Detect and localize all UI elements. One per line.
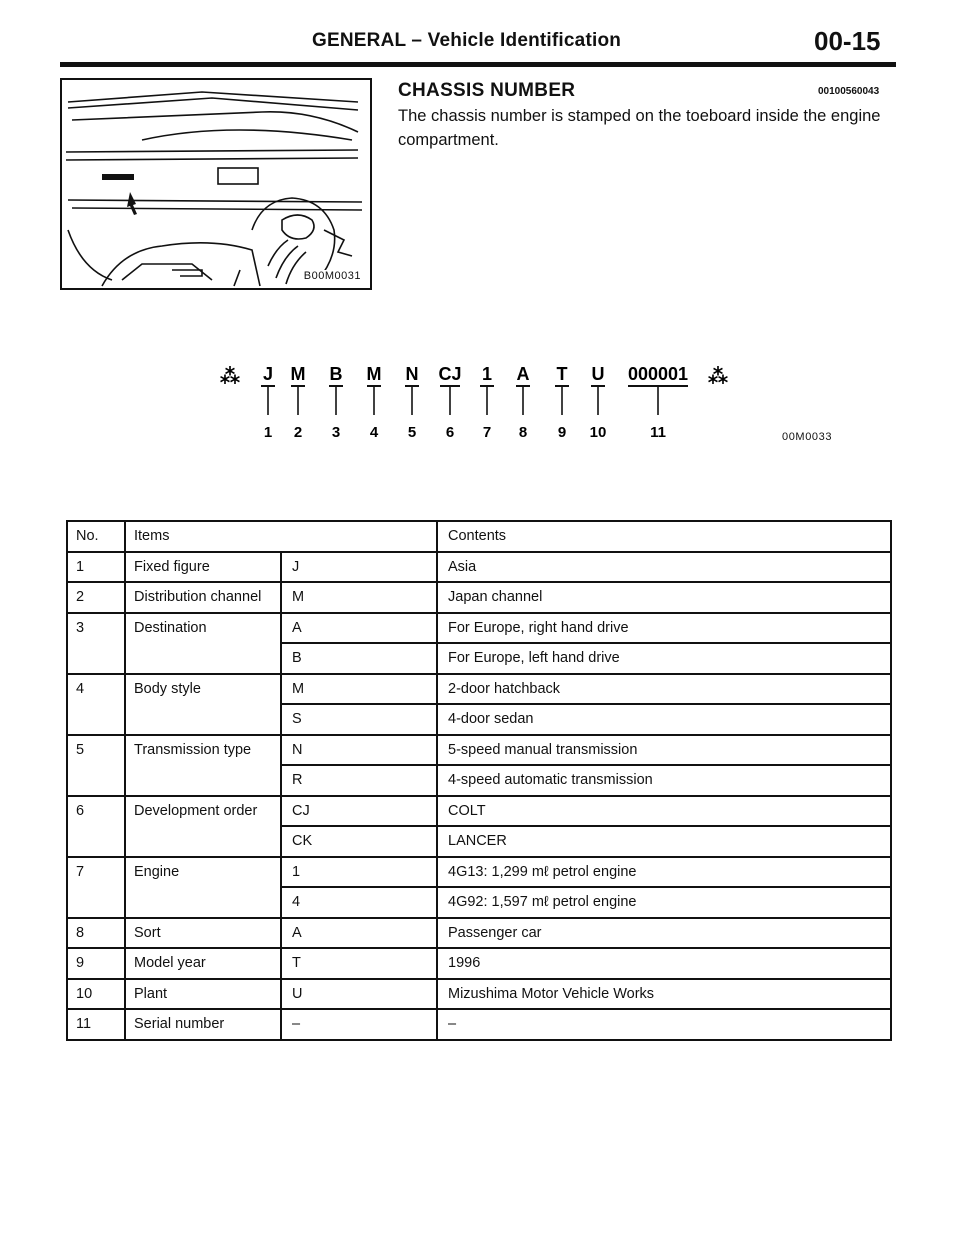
- vin-position-number: 11: [650, 424, 666, 441]
- table-header-row: [67, 521, 891, 552]
- row-code: M: [281, 674, 437, 705]
- vin-position-number: 5: [407, 424, 417, 441]
- row-code: S: [281, 704, 437, 735]
- row-content: Japan channel: [437, 582, 891, 613]
- vin-position-number: 2: [293, 424, 303, 441]
- row-number: 6: [67, 796, 125, 857]
- engine-compartment-drawing: [62, 80, 370, 288]
- vin-position-number: 8: [518, 424, 528, 441]
- table-row: [67, 796, 891, 827]
- vin-breakdown-diagram: [0, 355, 960, 465]
- vin-position-number: 4: [369, 424, 379, 441]
- row-code: A: [281, 918, 437, 949]
- page-header-title: GENERAL – Vehicle Identification: [312, 30, 622, 51]
- vin-diagram-code: 00M0033: [782, 431, 833, 443]
- section-title: CHASSIS NUMBER: [398, 80, 576, 101]
- vin-star-mark: ⁂: [707, 364, 729, 388]
- table-row: [67, 857, 891, 888]
- row-content: 4-speed automatic transmission: [437, 765, 891, 796]
- vin-part: J: [262, 364, 274, 384]
- chassis-number-table: [66, 520, 892, 1041]
- vin-position-number: 1: [263, 424, 273, 441]
- row-code: N: [281, 735, 437, 766]
- vin-position-number: 3: [331, 424, 341, 441]
- row-item: Fixed figure: [125, 552, 281, 583]
- table-row: [67, 582, 891, 613]
- vin-part: 000001: [627, 364, 689, 384]
- row-number: 3: [67, 613, 125, 674]
- row-content: For Europe, left hand drive: [437, 643, 891, 674]
- row-code: J: [281, 552, 437, 583]
- row-number: 5: [67, 735, 125, 796]
- table-row: [67, 948, 891, 979]
- vin-part: U: [591, 364, 605, 384]
- row-item: Distribution channel: [125, 582, 281, 613]
- vin-part: M: [290, 364, 306, 384]
- row-code: T: [281, 948, 437, 979]
- vin-position-number: 9: [557, 424, 567, 441]
- row-content: 4G92: 1,597 mℓ petrol engine: [437, 887, 891, 918]
- vin-part: CJ: [438, 364, 462, 384]
- vin-position-number: 6: [445, 424, 455, 441]
- row-code: R: [281, 765, 437, 796]
- page-number: 00-15: [814, 26, 881, 56]
- section-description: The chassis number is stamped on the toeboard inside the engine compartment.: [398, 107, 881, 149]
- row-content: LANCER: [437, 826, 891, 857]
- section-code: 00100560043: [818, 86, 880, 97]
- row-number: 11: [67, 1009, 125, 1040]
- table-row: [67, 674, 891, 705]
- vin-part: T: [556, 364, 568, 384]
- vin-part: 1: [481, 364, 493, 384]
- row-code: 4: [281, 887, 437, 918]
- row-content: For Europe, right hand drive: [437, 613, 891, 644]
- header-items: Items: [125, 521, 437, 552]
- row-content: 4G13: 1,299 mℓ petrol engine: [437, 857, 891, 888]
- row-content: 5-speed manual transmission: [437, 735, 891, 766]
- row-code: B: [281, 643, 437, 674]
- vin-part: M: [366, 364, 382, 384]
- row-content: Mizushima Motor Vehicle Works: [437, 979, 891, 1010]
- figure-code: B00M0031: [303, 270, 361, 282]
- table-row: [67, 735, 891, 766]
- row-item: Destination: [125, 613, 281, 674]
- row-code: CK: [281, 826, 437, 857]
- table-row: [67, 979, 891, 1010]
- row-item: Model year: [125, 948, 281, 979]
- table-row: [67, 1009, 891, 1040]
- row-content: COLT: [437, 796, 891, 827]
- row-item: Sort: [125, 918, 281, 949]
- table-row: [67, 918, 891, 949]
- engine-compartment-illustration: [60, 78, 372, 290]
- header-contents: Contents: [437, 521, 891, 552]
- row-item: Body style: [125, 674, 281, 735]
- row-number: 8: [67, 918, 125, 949]
- row-item: Serial number: [125, 1009, 281, 1040]
- row-number: 9: [67, 948, 125, 979]
- table-row: [67, 552, 891, 583]
- vin-star-mark: ⁂: [219, 364, 241, 388]
- row-item: Plant: [125, 979, 281, 1010]
- row-number: 1: [67, 552, 125, 583]
- table-row: [67, 613, 891, 644]
- row-number: 7: [67, 857, 125, 918]
- row-item: Transmission type: [125, 735, 281, 796]
- row-content: Passenger car: [437, 918, 891, 949]
- row-number: 2: [67, 582, 125, 613]
- vin-position-number: 10: [589, 424, 607, 441]
- row-code: M: [281, 582, 437, 613]
- header-no: No.: [67, 521, 125, 552]
- row-code: CJ: [281, 796, 437, 827]
- vin-part: A: [516, 364, 530, 384]
- vin-part: N: [405, 364, 419, 384]
- row-code: U: [281, 979, 437, 1010]
- header-rule: [60, 62, 896, 67]
- vin-part: B: [329, 364, 343, 384]
- row-content: Asia: [437, 552, 891, 583]
- row-number: 4: [67, 674, 125, 735]
- row-code: A: [281, 613, 437, 644]
- row-content: 2-door hatchback: [437, 674, 891, 705]
- row-content: 1996: [437, 948, 891, 979]
- vin-position-number: 7: [482, 424, 492, 441]
- row-item: Development order: [125, 796, 281, 857]
- row-content: –: [437, 1009, 891, 1040]
- row-code: 1: [281, 857, 437, 888]
- row-item: Engine: [125, 857, 281, 918]
- row-code: –: [281, 1009, 437, 1040]
- row-content: 4-door sedan: [437, 704, 891, 735]
- row-number: 10: [67, 979, 125, 1010]
